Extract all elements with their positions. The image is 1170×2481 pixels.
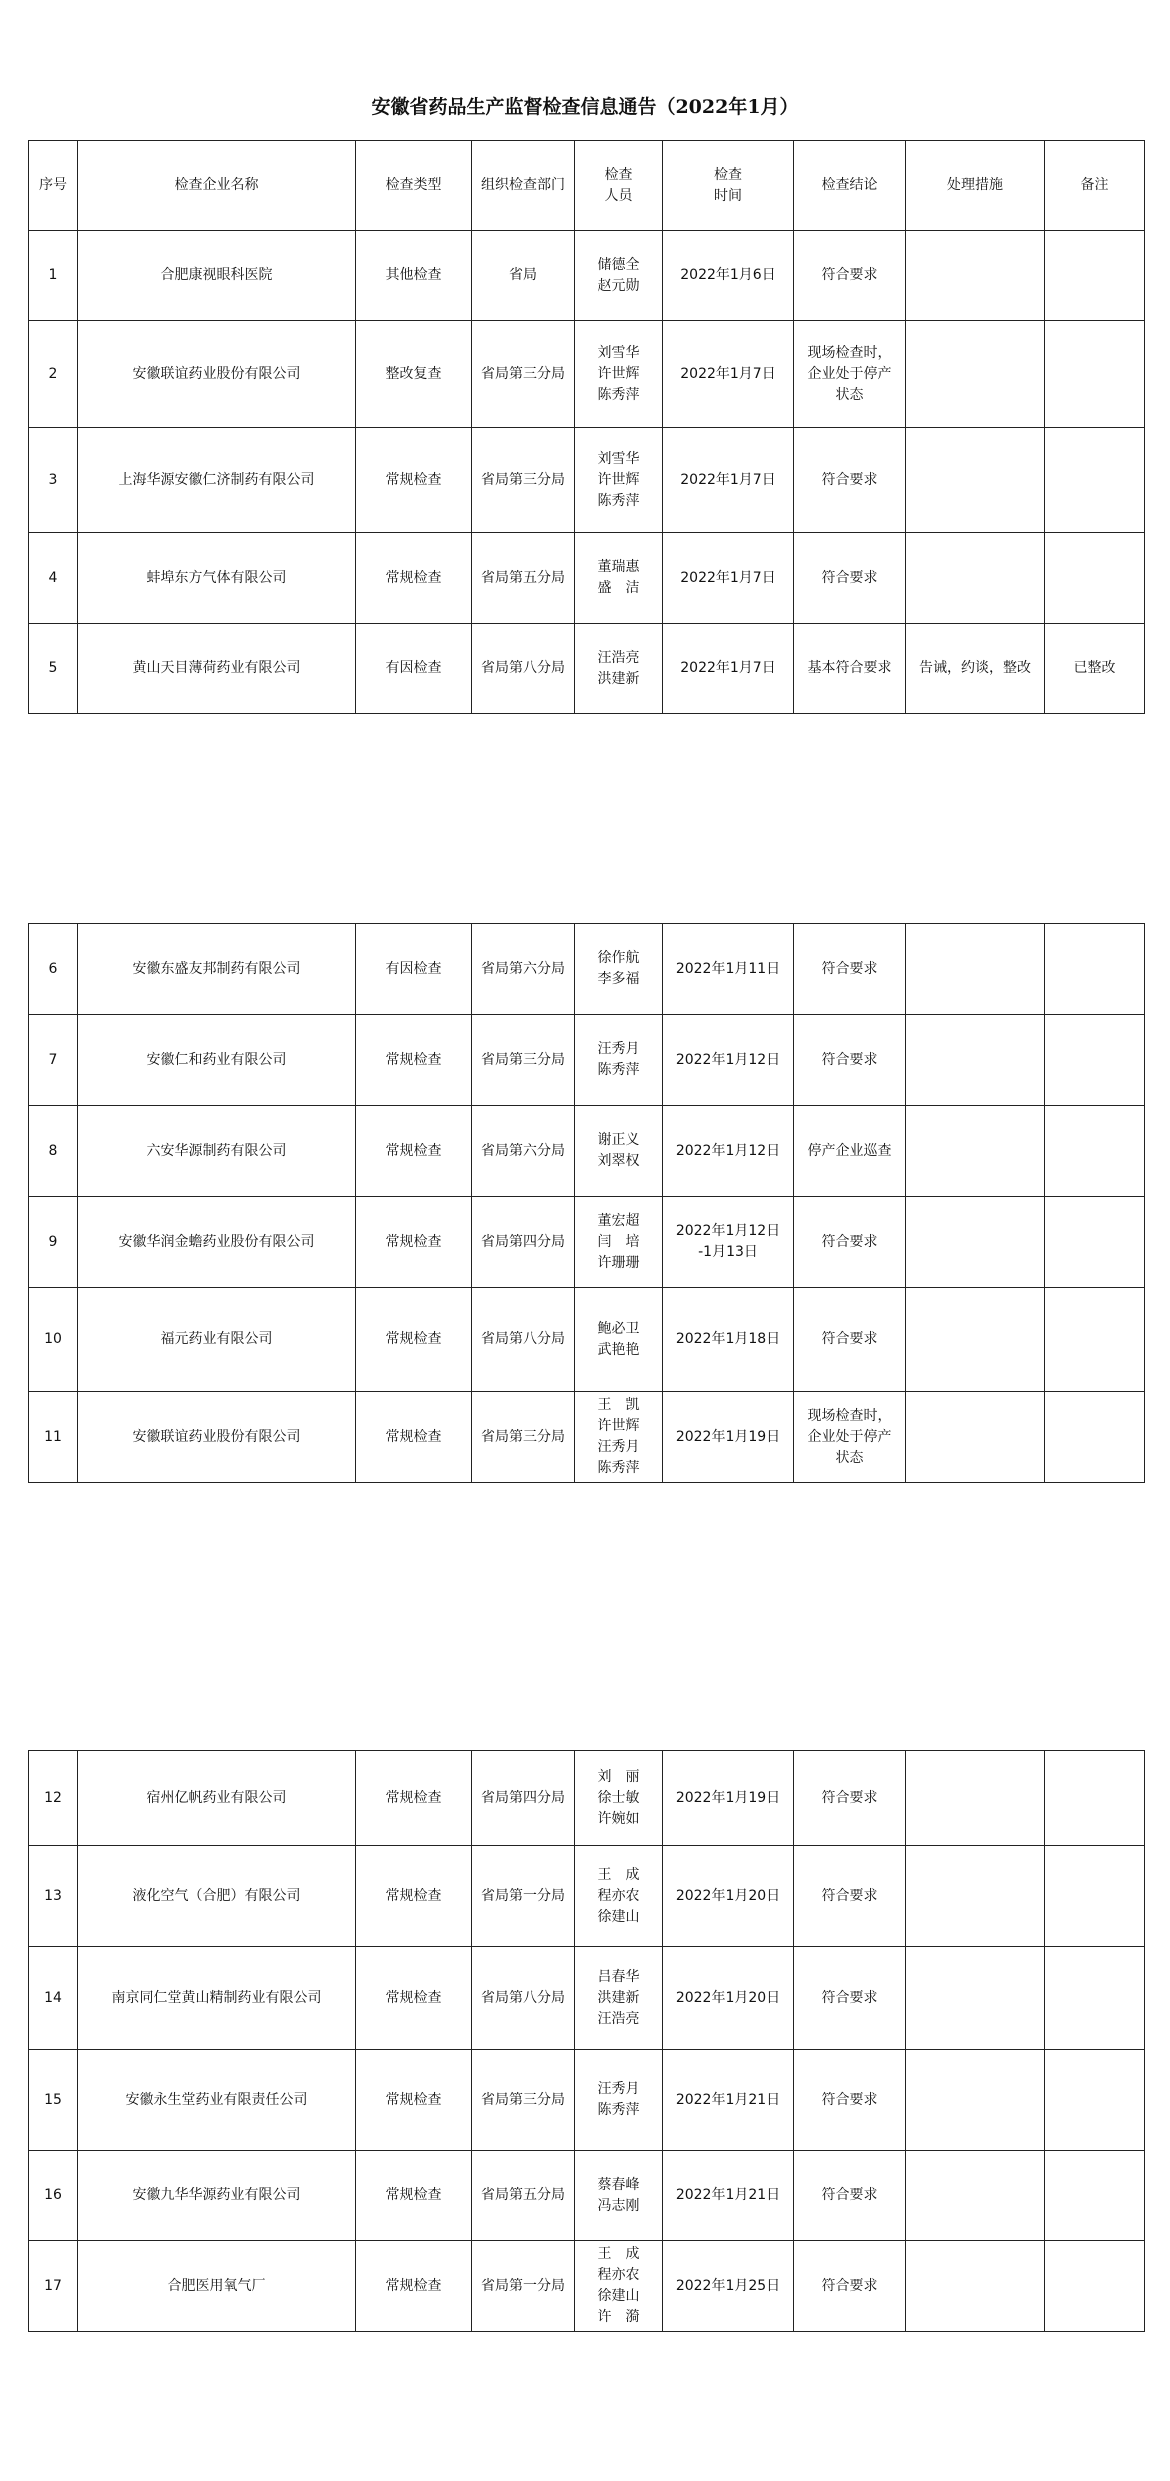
col-date-cell: 2022年1月20日 [663,1846,794,1947]
col-type-cell: 常规检查 [356,2241,472,2332]
col-date-cell: 2022年1月12日 -1月13日 [663,1197,794,1288]
col-index-cell: 3 [29,428,78,533]
page-title: 安徽省药品生产监督检查信息通告（2022年1月） [371,96,799,118]
col-remarks-cell [1045,1947,1145,2050]
inspection-table-part-2 [28,923,1145,1483]
table-row [29,1015,1145,1106]
col-index-cell: 5 [29,624,78,714]
col-inspectors-cell: 蔡春峰 冯志刚 [575,2151,663,2241]
col-conclusion-cell: 现场检查时， 企业处于停产 状态 [794,1392,906,1483]
table-row [29,321,1145,428]
col-company-cell: 福元药业有限公司 [78,1288,356,1392]
col-date-cell: 2022年1月21日 [663,2151,794,2241]
col-inspectors-cell: 汪秀月 陈秀萍 [575,1015,663,1106]
col-conclusion-cell: 符合要求 [794,1846,906,1947]
col-date-cell: 2022年1月11日 [663,924,794,1015]
table-row [29,2151,1145,2241]
col-remarks-cell [1045,1392,1145,1483]
col-inspectors-cell: 刘雪华 许世辉 陈秀萍 [575,321,663,428]
col-date-cell: 2022年1月7日 [663,428,794,533]
col-measures-cell [906,1288,1045,1392]
col-date-cell: 2022年1月7日 [663,533,794,624]
col-dept-cell: 省局第五分局 [472,2151,575,2241]
table-row [29,231,1145,321]
col-measures-cell [906,1197,1045,1288]
col-measures-cell [906,1392,1045,1483]
col-measures-cell [906,1106,1045,1197]
table-row [29,924,1145,1015]
col-inspectors-cell: 谢正义 刘翠权 [575,1106,663,1197]
col-index-cell: 15 [29,2050,78,2151]
inspection-table-part-1 [28,140,1145,714]
col-dept-cell: 省局第三分局 [472,2050,575,2151]
col-index-cell: 12 [29,1751,78,1846]
col-remarks-cell [1045,428,1145,533]
col-remarks-cell [1045,924,1145,1015]
col-dept-cell: 省局第三分局 [472,428,575,533]
col-type-cell: 有因检查 [356,924,472,1015]
col-conclusion-cell: 符合要求 [794,533,906,624]
col-conclusion-cell: 现场检查时， 企业处于停产 状态 [794,321,906,428]
table-row [29,624,1145,714]
col-date-cell: 2022年1月7日 [663,624,794,714]
col-index-cell: 14 [29,1947,78,2050]
col-company-cell: 安徽东盛友邦制药有限公司 [78,924,356,1015]
col-remarks-cell [1045,2151,1145,2241]
col-type-cell: 其他检查 [356,231,472,321]
col-type-cell: 常规检查 [356,1947,472,2050]
col-dept-cell: 省局第八分局 [472,624,575,714]
col-date-cell: 2022年1月25日 [663,2241,794,2332]
col-conclusion-cell: 符合要求 [794,2151,906,2241]
col-type-cell: 常规检查 [356,1106,472,1197]
table-row [29,1947,1145,2050]
col-type-cell: 常规检查 [356,1392,472,1483]
col-remarks-cell [1045,1751,1145,1846]
col-conclusion-cell: 符合要求 [794,1751,906,1846]
col-index-cell: 4 [29,533,78,624]
header-cell-col-date: 检查 时间 [663,141,794,231]
table-row [29,1197,1145,1288]
col-dept-cell: 省局第一分局 [472,1846,575,1947]
col-measures-cell [906,231,1045,321]
col-remarks-cell [1045,1288,1145,1392]
col-remarks-cell [1045,2241,1145,2332]
table-row [29,1288,1145,1392]
col-conclusion-cell: 符合要求 [794,1197,906,1288]
col-measures-cell [906,2151,1045,2241]
col-dept-cell: 省局第三分局 [472,1392,575,1483]
col-conclusion-cell: 符合要求 [794,231,906,321]
col-company-cell: 宿州亿帆药业有限公司 [78,1751,356,1846]
col-measures-cell [906,1846,1045,1947]
header-cell-col-conclusion: 检查结论 [794,141,906,231]
col-measures-cell [906,321,1045,428]
col-index-cell: 17 [29,2241,78,2332]
col-company-cell: 合肥医用氧气厂 [78,2241,356,2332]
col-date-cell: 2022年1月12日 [663,1106,794,1197]
col-inspectors-cell: 刘雪华 许世辉 陈秀萍 [575,428,663,533]
col-measures-cell [906,428,1045,533]
col-date-cell: 2022年1月19日 [663,1751,794,1846]
col-conclusion-cell: 符合要求 [794,1947,906,2050]
col-inspectors-cell: 王 成 程亦农 徐建山 [575,1846,663,1947]
col-company-cell: 安徽九华华源药业有限公司 [78,2151,356,2241]
col-index-cell: 8 [29,1106,78,1197]
col-dept-cell: 省局第三分局 [472,321,575,428]
table-row [29,1106,1145,1197]
col-date-cell: 2022年1月19日 [663,1392,794,1483]
col-company-cell: 蚌埠东方气体有限公司 [78,533,356,624]
col-inspectors-cell: 王 成 程亦农 徐建山 许 漪 [575,2241,663,2332]
inspection-table-part-3 [28,1750,1145,2332]
col-company-cell: 安徽联谊药业股份有限公司 [78,1392,356,1483]
table-row [29,2050,1145,2151]
col-measures-cell [906,2050,1045,2151]
col-index-cell: 13 [29,1846,78,1947]
col-company-cell: 南京同仁堂黄山精制药业有限公司 [78,1947,356,2050]
col-index-cell: 11 [29,1392,78,1483]
col-remarks-cell [1045,1106,1145,1197]
col-inspectors-cell: 徐作航 李多福 [575,924,663,1015]
col-inspectors-cell: 鲍必卫 武艳艳 [575,1288,663,1392]
col-dept-cell: 省局第一分局 [472,2241,575,2332]
col-company-cell: 液化空气（合肥）有限公司 [78,1846,356,1947]
col-remarks-cell [1045,2050,1145,2151]
col-company-cell: 合肥康视眼科医院 [78,231,356,321]
col-type-cell: 常规检查 [356,1015,472,1106]
col-remarks-cell [1045,1846,1145,1947]
col-type-cell: 整改复查 [356,321,472,428]
col-company-cell: 安徽联谊药业股份有限公司 [78,321,356,428]
header-cell-col-measures: 处理措施 [906,141,1045,231]
col-remarks-cell: 已整改 [1045,624,1145,714]
col-index-cell: 7 [29,1015,78,1106]
header-cell-col-inspectors: 检查 人员 [575,141,663,231]
header-cell-col-dept: 组织检查部门 [472,141,575,231]
table-row [29,428,1145,533]
col-type-cell: 常规检查 [356,428,472,533]
col-conclusion-cell: 符合要求 [794,1288,906,1392]
col-company-cell: 安徽华润金蟾药业股份有限公司 [78,1197,356,1288]
col-remarks-cell [1045,1015,1145,1106]
table-row [29,1392,1145,1483]
col-company-cell: 安徽永生堂药业有限责任公司 [78,2050,356,2151]
col-inspectors-cell: 汪浩亮 洪建新 [575,624,663,714]
col-dept-cell: 省局第六分局 [472,924,575,1015]
col-measures-cell [906,1947,1045,2050]
col-index-cell: 1 [29,231,78,321]
col-remarks-cell [1045,533,1145,624]
table-row [29,533,1145,624]
col-measures-cell [906,1015,1045,1106]
col-inspectors-cell: 王 凯 许世辉 汪秀月 陈秀萍 [575,1392,663,1483]
col-index-cell: 10 [29,1288,78,1392]
col-index-cell: 16 [29,2151,78,2241]
col-index-cell: 6 [29,924,78,1015]
col-inspectors-cell: 董宏超 闫 培 许珊珊 [575,1197,663,1288]
col-dept-cell: 省局第八分局 [472,1288,575,1392]
col-date-cell: 2022年1月20日 [663,1947,794,2050]
col-index-cell: 2 [29,321,78,428]
col-measures-cell [906,533,1045,624]
col-dept-cell: 省局第四分局 [472,1751,575,1846]
col-dept-cell: 省局第四分局 [472,1197,575,1288]
col-dept-cell: 省局第八分局 [472,1947,575,2050]
col-inspectors-cell: 汪秀月 陈秀萍 [575,2050,663,2151]
col-date-cell: 2022年1月18日 [663,1288,794,1392]
col-type-cell: 常规检查 [356,2050,472,2151]
col-measures-cell: 告诫，约谈，整改 [906,624,1045,714]
col-type-cell: 常规检查 [356,1288,472,1392]
table-row [29,2241,1145,2332]
col-dept-cell: 省局第三分局 [472,1015,575,1106]
header-cell-col-company: 检查企业名称 [78,141,356,231]
col-type-cell: 有因检查 [356,624,472,714]
col-measures-cell [906,924,1045,1015]
col-type-cell: 常规检查 [356,1846,472,1947]
col-company-cell: 六安华源制药有限公司 [78,1106,356,1197]
col-type-cell: 常规检查 [356,2151,472,2241]
col-remarks-cell [1045,321,1145,428]
col-type-cell: 常规检查 [356,1751,472,1846]
header-cell-col-type: 检查类型 [356,141,472,231]
col-index-cell: 9 [29,1197,78,1288]
col-date-cell: 2022年1月12日 [663,1015,794,1106]
col-inspectors-cell: 储德全 赵元勋 [575,231,663,321]
col-company-cell: 黄山天目薄荷药业有限公司 [78,624,356,714]
col-company-cell: 安徽仁和药业有限公司 [78,1015,356,1106]
col-inspectors-cell: 董瑞惠 盛 洁 [575,533,663,624]
col-inspectors-cell: 吕春华 洪建新 汪浩亮 [575,1947,663,2050]
col-remarks-cell [1045,1197,1145,1288]
table-row [29,1846,1145,1947]
col-date-cell: 2022年1月6日 [663,231,794,321]
col-type-cell: 常规检查 [356,533,472,624]
col-type-cell: 常规检查 [356,1197,472,1288]
col-measures-cell [906,1751,1045,1846]
header-cell-col-remarks: 备注 [1045,141,1145,231]
col-date-cell: 2022年1月21日 [663,2050,794,2151]
col-conclusion-cell: 符合要求 [794,924,906,1015]
col-conclusion-cell: 停产企业巡查 [794,1106,906,1197]
col-company-cell: 上海华源安徽仁济制药有限公司 [78,428,356,533]
col-date-cell: 2022年1月7日 [663,321,794,428]
col-conclusion-cell: 基本符合要求 [794,624,906,714]
col-dept-cell: 省局第五分局 [472,533,575,624]
table-row [29,1751,1145,1846]
col-conclusion-cell: 符合要求 [794,428,906,533]
col-conclusion-cell: 符合要求 [794,2050,906,2151]
col-dept-cell: 省局第六分局 [472,1106,575,1197]
header-cell-col-index: 序号 [29,141,78,231]
col-conclusion-cell: 符合要求 [794,1015,906,1106]
col-remarks-cell [1045,231,1145,321]
col-measures-cell [906,2241,1045,2332]
col-dept-cell: 省局 [472,231,575,321]
col-conclusion-cell: 符合要求 [794,2241,906,2332]
col-inspectors-cell: 刘 丽 徐士敏 许婉如 [575,1751,663,1846]
header-row [29,141,1145,231]
